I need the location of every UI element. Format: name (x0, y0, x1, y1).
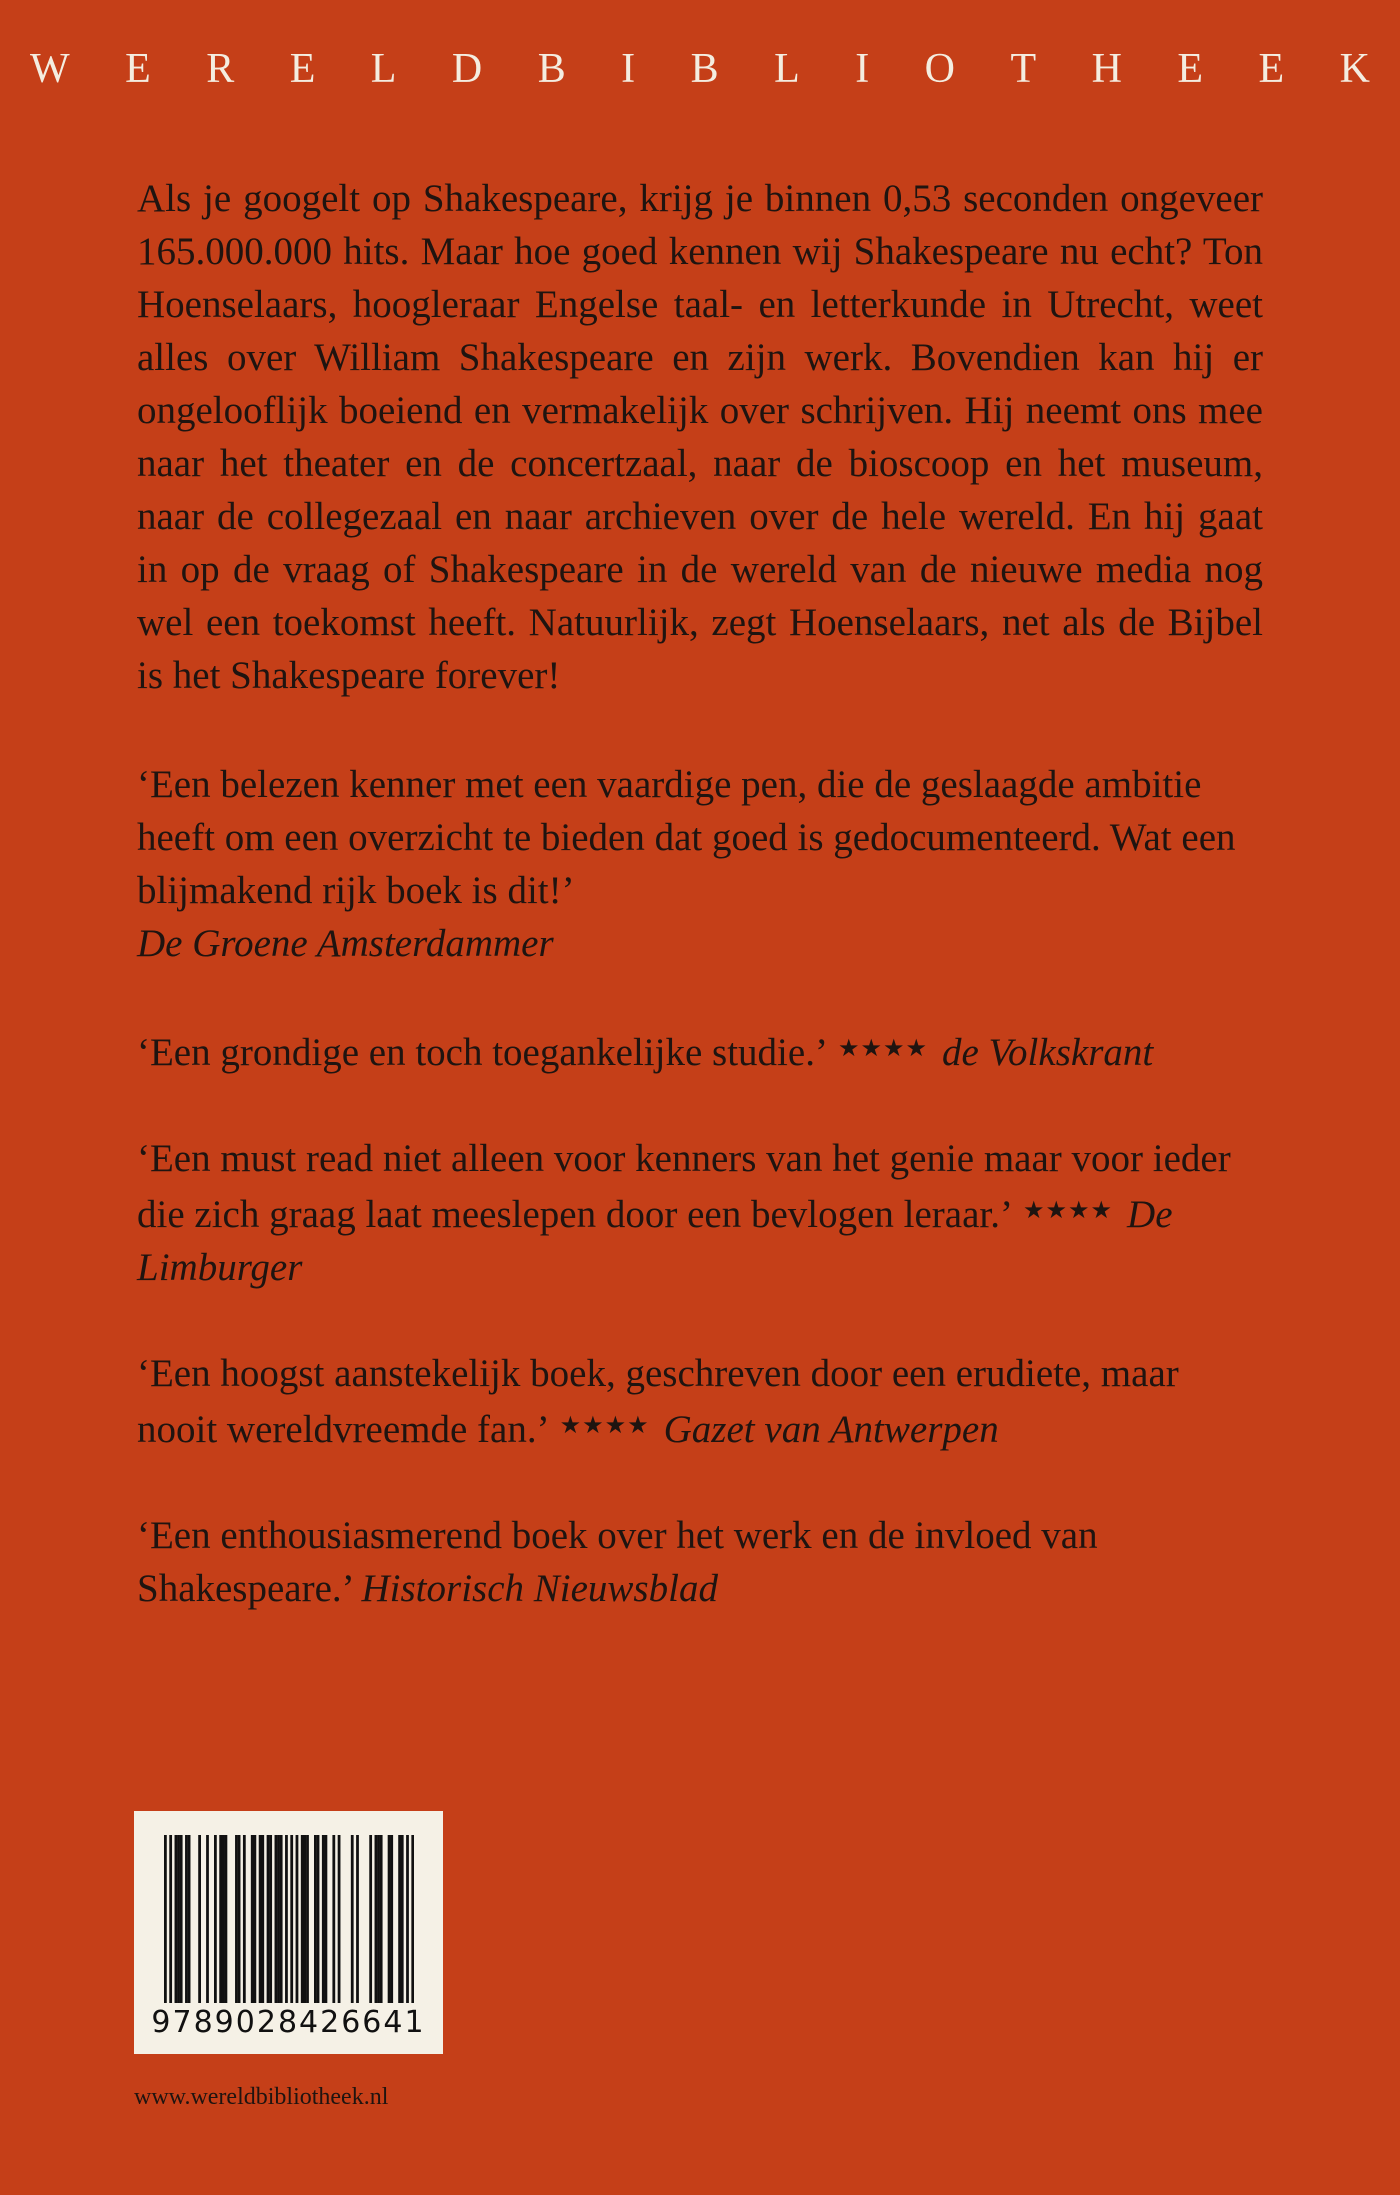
barcode-bar (406, 1835, 409, 2003)
barcode-bar (285, 1835, 288, 2003)
publisher-letter: E (289, 46, 316, 92)
barcode-bar (253, 1835, 256, 2003)
barcode-bar (235, 1835, 238, 2003)
barcode-bar (267, 1835, 270, 2003)
barcode-bar (188, 1835, 191, 2003)
quote-text: ‘Een grondige en toch toegankelijke studie.’ (137, 1031, 828, 1074)
publisher-letter: W (30, 46, 70, 92)
back-cover-text (137, 172, 1263, 1615)
barcode-bar (222, 1835, 225, 2003)
publisher-letter: O (924, 46, 955, 92)
quote-text: ‘Een belezen kenner met een vaardige pen, die de geslaagde ambitie heeft om een overzicht te bieden dat goed is gedocumenteerd. Wat een blijmakend rijk boek is dit!’ (137, 763, 1236, 912)
quote-source: De Limburger (137, 1193, 1173, 1289)
barcode-bar (411, 1835, 414, 2003)
barcode-bar (185, 1835, 188, 2003)
publisher-letter: E (125, 46, 151, 92)
barcode-bar (269, 1835, 272, 2003)
publisher-letter: B (690, 46, 719, 92)
barcode-bar (338, 1835, 341, 2003)
barcode-bar (280, 1835, 283, 2003)
barcode-bar (301, 1835, 304, 2003)
barcode-bar (377, 1835, 380, 2003)
barcode-bar (198, 1835, 201, 2003)
quote-source: de Volkskrant (942, 1031, 1154, 1074)
publisher-letter: K (1339, 46, 1370, 92)
barcode-bar (225, 1835, 228, 2003)
publisher-letter: L (370, 46, 397, 92)
barcode-bar (175, 1835, 178, 2003)
book-blurb: Als je googelt op Shakespeare, krijg je binnen 0,53 seconden ongeveer 165.000.000 hits. Maar hoe goed kennen wij Shakespeare nu echt? Ton Hoenselaars, hoogleraar Engelse taal- en letterkunde in Utrecht, weet alles over William Shakespeare en zijn werk. Bovendien kan hij er ongelooflijk boeiend en vermakelijk over schrijven. Hij neemt ons mee naar het theater en de concertzaal, naar de bioscoop en het museum, naar de collegezaal en naar archieven over de hele wereld. En hij gaat in op de vraag of Shakespeare in de wereld van de nieuwe media nog wel een toekomst heeft. Natuurlijk, zegt Hoenselaars, net als de Bijbel is het Shakespeare forever! (137, 177, 1263, 697)
isbn-number: 9789028426641 (151, 2005, 426, 2040)
barcode-bar (259, 1835, 262, 2003)
publisher-letter: E (1177, 46, 1204, 92)
barcode-bar (214, 1835, 217, 2003)
barcode-bar (290, 1835, 293, 2003)
barcode-bar (398, 1835, 401, 2003)
publisher-letter: T (1010, 46, 1037, 92)
publisher-letter: B (537, 46, 566, 92)
quote-text: ‘Een must read niet alleen voor kenners van het genie maar voor ieder die zich graag laat meeslepen door een bevlogen leraar.’ (137, 1137, 1231, 1236)
barcode-bar (401, 1835, 404, 2003)
barcode-bar (351, 1835, 354, 2003)
barcode-bars (164, 1835, 414, 2003)
publisher-letter: I (855, 46, 870, 92)
barcode-bar (306, 1835, 309, 2003)
barcode-bar (303, 1835, 306, 2003)
barcode-bar (375, 1835, 378, 2003)
barcode-bar (164, 1835, 167, 2003)
barcode-bar (390, 1835, 393, 2003)
barcode-bar (296, 1835, 299, 2003)
quote-text: ‘Een hoogst aanstekelijk boek, geschreven door een erudiete, maar nooit wereldvreemde fan.’ (137, 1352, 1179, 1451)
barcode-bar (275, 1835, 278, 2003)
review-quote (137, 1347, 1263, 1456)
quote-source: Historisch Nieuwsblad (361, 1567, 718, 1610)
review-quote (137, 1023, 1263, 1079)
review-quote (137, 1132, 1263, 1294)
rating-stars: ★★★★ (1022, 1198, 1114, 1224)
barcode-bar (332, 1835, 335, 2003)
publisher-letter: L (774, 46, 800, 92)
publisher-website: www.wereldbibliotheek.nl (134, 2084, 389, 2110)
barcode-bar (219, 1835, 222, 2003)
quote-source: De Groene Amsterdammer (137, 922, 554, 965)
barcode-bar (261, 1835, 264, 2003)
barcode-bar (277, 1835, 280, 2003)
barcode-bar (169, 1835, 172, 2003)
barcode-bar (356, 1835, 359, 2003)
publisher-letter: E (1258, 46, 1285, 92)
barcode-bar (243, 1835, 246, 2003)
publisher-letter: I (621, 46, 636, 92)
quote-text: ‘Een enthousiasmerend boek over het werk en de invloed van Shakespeare.’ (137, 1514, 1098, 1610)
review-quote (137, 758, 1263, 970)
barcode-bar (369, 1835, 372, 2003)
publisher-letter: D (451, 46, 483, 92)
barcode (134, 1811, 443, 2054)
publisher-letter: R (206, 46, 235, 92)
barcode-bar (322, 1835, 325, 2003)
barcode-bar (177, 1835, 180, 2003)
barcode-bar (206, 1835, 209, 2003)
quote-source: Gazet van Antwerpen (663, 1408, 999, 1451)
barcode-bar (314, 1835, 317, 2003)
barcode-bar (380, 1835, 383, 2003)
rating-stars: ★★★★ (837, 1036, 928, 1062)
review-quote (137, 1509, 1263, 1615)
barcode-bar (388, 1835, 391, 2003)
barcode-bar (251, 1835, 254, 2003)
barcode-bar (325, 1835, 328, 2003)
barcode-bar (317, 1835, 320, 2003)
barcode-bar (238, 1835, 241, 2003)
publisher-name (30, 44, 1370, 94)
publisher-letter: H (1091, 46, 1122, 92)
barcode-bar (180, 1835, 183, 2003)
rating-stars: ★★★★ (559, 1413, 650, 1439)
